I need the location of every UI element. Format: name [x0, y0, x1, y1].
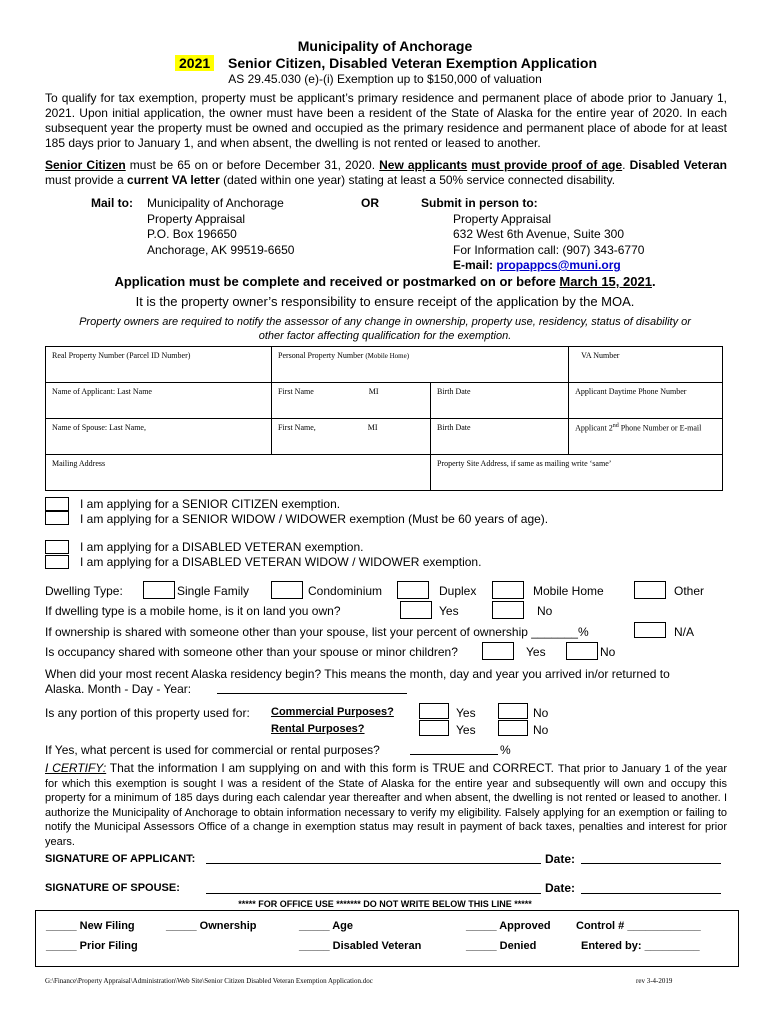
disabled-text: must provide a: [45, 173, 128, 187]
veteran-widow-exemption-label: I am applying for a DISABLED VETERAN WIDOW / WIDOWER exemption.: [80, 555, 482, 569]
revision-date: rev 3-4-2019: [636, 977, 673, 985]
period: .: [622, 158, 630, 172]
portion-question: Is any portion of this property used for:: [45, 706, 250, 720]
residency-question-2: Alaska. Month - Day - Year:: [45, 682, 192, 696]
occupancy-no-checkbox[interactable]: [566, 642, 598, 660]
municipality-title: Municipality of Anchorage: [297, 38, 473, 54]
table-row: [46, 455, 723, 491]
mobile-home-checkbox[interactable]: [492, 581, 524, 599]
condominium-checkbox[interactable]: [271, 581, 303, 599]
rental-yes-label: Yes: [456, 723, 476, 737]
senior-text: must be 65 on or before December 31, 2020.: [125, 158, 380, 172]
applicant-mi-label: MI: [368, 387, 379, 396]
commercial-yes-checkbox[interactable]: [419, 703, 449, 719]
applicant-phone-cell[interactable]: [569, 383, 723, 419]
veteran-exemption-checkbox[interactable]: [45, 540, 69, 554]
applicant-info-table: [45, 346, 723, 491]
spouse-birth-date-cell[interactable]: [431, 419, 569, 455]
spouse-mi-label: MI: [367, 423, 378, 432]
second-phone-label-end: Phone Number or E-mail: [618, 423, 702, 433]
applicant-date-label: Date:: [545, 852, 576, 866]
applicant-signature-label: SIGNATURE OF APPLICANT:: [45, 853, 196, 865]
property-site-address-label: Property Site Address, if same as mailing write ‘same’: [437, 459, 612, 468]
table-row: [46, 347, 723, 383]
email-link[interactable]: propappcs@muni.org: [496, 258, 621, 272]
applicant-birth-date-label: Birth Date: [437, 387, 471, 396]
office-use-box: [35, 910, 739, 967]
spouse-last-name-cell[interactable]: [46, 419, 272, 455]
year-highlight: 2021: [175, 55, 214, 71]
person-line-2: 632 West 6th Avenue, Suite 300: [453, 227, 625, 241]
table-row: [46, 419, 723, 455]
mail-line-4: Anchorage, AK 99519-6650: [147, 242, 295, 257]
commercial-no-checkbox[interactable]: [498, 703, 528, 719]
intro-paragraph: To qualify for tax exemption, property must be applicant’s primary residence and permanent place of abode prior to January 1, 2021. Upon initial application, the owner must have been a resident of the State of Alaska for the entire year of 2020. In each subsequent year the property must be owned and occupied as the primary residence and permanent place of abode for at least 185 days prior to January 1, and when absent, the dwelling is not rented or leased to another.: [45, 91, 727, 150]
responsibility-line: It is the property owner’s responsibility to ensure receipt of the application by the MOA.: [135, 294, 635, 309]
mailing-address-label: Mailing Address: [52, 459, 106, 468]
second-phone-cell[interactable]: [569, 419, 723, 455]
applicant-date-field[interactable]: [581, 850, 721, 864]
va-number-label: VA Number: [581, 351, 620, 360]
mobile-land-yes-label: Yes: [439, 604, 459, 618]
second-phone-label: Applicant 2: [575, 423, 613, 433]
control-number-field: Control # ____________: [576, 920, 701, 932]
statute-line: AS 29.45.030 (e)-(i) Exemption up to $150,000 of valuation: [228, 72, 542, 86]
notify-line-2: other factor affecting qualification for the exemption.: [258, 330, 512, 342]
rental-no-checkbox[interactable]: [498, 720, 528, 736]
ownership-na-checkbox[interactable]: [634, 622, 666, 638]
senior-exemption-checkbox[interactable]: [45, 497, 69, 511]
percent-question: If Yes, what percent is used for commercial or rental purposes?: [45, 743, 380, 757]
certify-text-1: That the information I am supplying on and with this form is TRUE and CORRECT.: [106, 761, 558, 775]
or-label: OR: [361, 196, 379, 210]
office-use-banner: ***** FOR OFFICE USE ******* DO NOT WRITE BELOW THIS LINE *****: [238, 899, 532, 909]
applicant-first-name-label: First Name: [278, 387, 314, 396]
single-family-label: Single Family: [177, 584, 250, 598]
ownership-field: _____ Ownership: [166, 920, 257, 932]
mail-line-1: Municipality of Anchorage: [147, 196, 284, 210]
spouse-first-name-label: First Name,: [278, 423, 316, 432]
spouse-date-field[interactable]: [581, 880, 721, 894]
prior-filing-field: _____ Prior Filing: [46, 940, 138, 952]
spouse-signature-label: SIGNATURE OF SPOUSE:: [45, 882, 180, 894]
condominium-label: Condominium: [308, 584, 383, 598]
deadline-end: .: [651, 274, 656, 289]
applicant-birth-date-cell[interactable]: [431, 383, 569, 419]
mail-line-3: P.O. Box 196650: [147, 227, 237, 241]
deadline-line: [0, 274, 770, 289]
mobile-home-label: Mobile Home: [533, 584, 604, 598]
spouse-last-name-label: Name of Spouse: Last Name,: [52, 423, 146, 432]
person-line-1: Property Appraisal: [453, 211, 552, 226]
mail-address: [147, 196, 294, 258]
applicant-signature-field[interactable]: [206, 850, 541, 864]
spouse-date-label: Date:: [545, 881, 576, 895]
applicant-first-name-cell[interactable]: [272, 383, 431, 419]
disabled-veteran-field: _____ Disabled Veteran: [299, 940, 422, 952]
denied-field: _____ Denied: [466, 940, 537, 952]
senior-exemption-label: I am applying for a SENIOR CITIZEN exemption.: [80, 497, 341, 511]
eligibility-paragraph: [45, 158, 727, 188]
mobile-home-note: (Mobile Home): [365, 352, 410, 360]
single-family-checkbox[interactable]: [143, 581, 175, 599]
new-applicants-label: New applicants: [379, 158, 468, 172]
va-number-cell[interactable]: [569, 347, 723, 383]
rental-purposes-label: Rental Purposes?: [271, 723, 365, 735]
applicant-last-name-label: Name of Applicant: Last Name: [52, 387, 152, 396]
table-row: [46, 383, 723, 419]
parcel-id-label: Real Property Number (Parcel ID Number): [52, 351, 191, 360]
veteran-exemption-label: I am applying for a DISABLED VETERAN exemption.: [80, 540, 364, 554]
other-label: Other: [674, 584, 705, 598]
person-line-3: For Information call: (907) 343-6770: [453, 242, 645, 257]
residency-date-field[interactable]: [217, 680, 407, 694]
va-letter-label: current VA letter: [127, 173, 220, 187]
form-title: Senior Citizen, Disabled Veteran Exemption Application: [228, 55, 597, 71]
email-line: [453, 258, 644, 274]
duplex-label: Duplex: [439, 584, 477, 598]
other-checkbox[interactable]: [634, 581, 666, 599]
personal-property-cell[interactable]: [272, 347, 569, 383]
certify-text-2: That prior to January 1 of the year for which this exemption is sought I was a resident of the State of Alaska for the entire year and subsequently will own and occupy this property for a minimum of 185 days during each calendar year thereafter and when absent, the dwelling is not rented or leased to another. I authorize the Municipality of Anchorage to obtain information necessary to verify my eligibility. Falsely applying for an exemption or failing to notify the Municipal Assessors Office of a change in exemption status may result in payment of back taxes, penalties and interest for prior years.: [45, 763, 727, 848]
mail-to-label: Mail to:: [91, 196, 133, 210]
duplex-checkbox[interactable]: [397, 581, 429, 599]
certify-paragraph: [45, 761, 727, 849]
deadline-text: Application must be complete and received or postmarked on or before: [114, 274, 560, 289]
email-label: E-mail:: [453, 258, 494, 272]
mobile-land-no-label: No: [537, 604, 553, 618]
year-label: [175, 55, 214, 71]
deadline-date: March 15, 2021: [559, 274, 652, 289]
rental-yes-checkbox[interactable]: [419, 720, 449, 736]
ownership-question: If ownership is shared with someone other than your spouse, list your percent of ownership _______%: [45, 625, 589, 639]
entered-by-field: Entered by: _________: [581, 940, 700, 952]
occupancy-no-label: No: [600, 645, 616, 659]
file-path: G:\Finance\Property Appraisal\Administration\Web Site\Senior Citizen Disabled Veteran Exemption Application.doc: [45, 977, 373, 985]
senior-label: Senior Citizen: [45, 158, 126, 172]
second-sup: nd: [612, 423, 619, 429]
occupancy-yes-checkbox[interactable]: [482, 642, 514, 660]
submit-in-person-label: Submit in person to:: [421, 196, 538, 210]
approved-field: _____ Approved: [466, 920, 551, 932]
mail-line-2: Property Appraisal: [147, 211, 246, 226]
applicant-phone-label: Applicant Daytime Phone Number: [575, 387, 687, 396]
occupancy-yes-label: Yes: [526, 645, 546, 659]
va-text: (dated within one year) stating at least a 50% service connected disability.: [219, 173, 616, 187]
veteran-widow-exemption-checkbox[interactable]: [45, 555, 69, 569]
spouse-birth-date-label: Birth Date: [437, 423, 471, 432]
occupancy-question: Is occupancy shared with someone other than your spouse or minor children?: [45, 645, 458, 659]
proof-label: must provide proof of age: [471, 158, 623, 172]
widow-exemption-label: I am applying for a SENIOR WIDOW / WIDOWER exemption (Must be 60 years of age).: [80, 512, 549, 526]
residency-question-1: When did your most recent Alaska residency begin? This means the month, day and year you arrived in/or returned to: [45, 667, 670, 681]
mobile-land-yes-checkbox[interactable]: [400, 601, 432, 619]
notify-line-1: Property owners are required to notify the assessor of any change in ownership, property use, residency, status of disability or: [79, 316, 691, 328]
personal-property-label: Personal Property Number: [278, 351, 364, 360]
percent-field[interactable]: [410, 741, 498, 755]
spouse-signature-field[interactable]: [206, 880, 541, 894]
dwelling-type-label: Dwelling Type:: [45, 584, 123, 598]
disabled-label: Disabled Veteran: [629, 158, 727, 172]
applicant-last-name-cell[interactable]: [46, 383, 272, 419]
mobile-land-no-checkbox[interactable]: [492, 601, 524, 619]
mailing-address-cell[interactable]: [46, 455, 431, 491]
commercial-purposes-label: Commercial Purposes?: [271, 706, 394, 718]
certify-label: I CERTIFY:: [45, 761, 107, 775]
property-site-address-cell[interactable]: [431, 455, 723, 491]
mobile-land-question: If dwelling type is a mobile home, is it on land you own?: [45, 604, 341, 618]
new-filing-field: _____ New Filing: [46, 920, 135, 932]
age-field: _____ Age: [299, 920, 354, 932]
ownership-na-label: N/A: [674, 625, 695, 639]
person-address: [453, 212, 644, 274]
commercial-no-label: No: [533, 706, 549, 720]
commercial-yes-label: Yes: [456, 706, 476, 720]
parcel-id-cell[interactable]: [46, 347, 272, 383]
spouse-first-name-cell[interactable]: [272, 419, 431, 455]
widow-exemption-checkbox[interactable]: [45, 511, 69, 525]
rental-no-label: No: [533, 723, 549, 737]
percent-symbol: %: [500, 743, 511, 757]
